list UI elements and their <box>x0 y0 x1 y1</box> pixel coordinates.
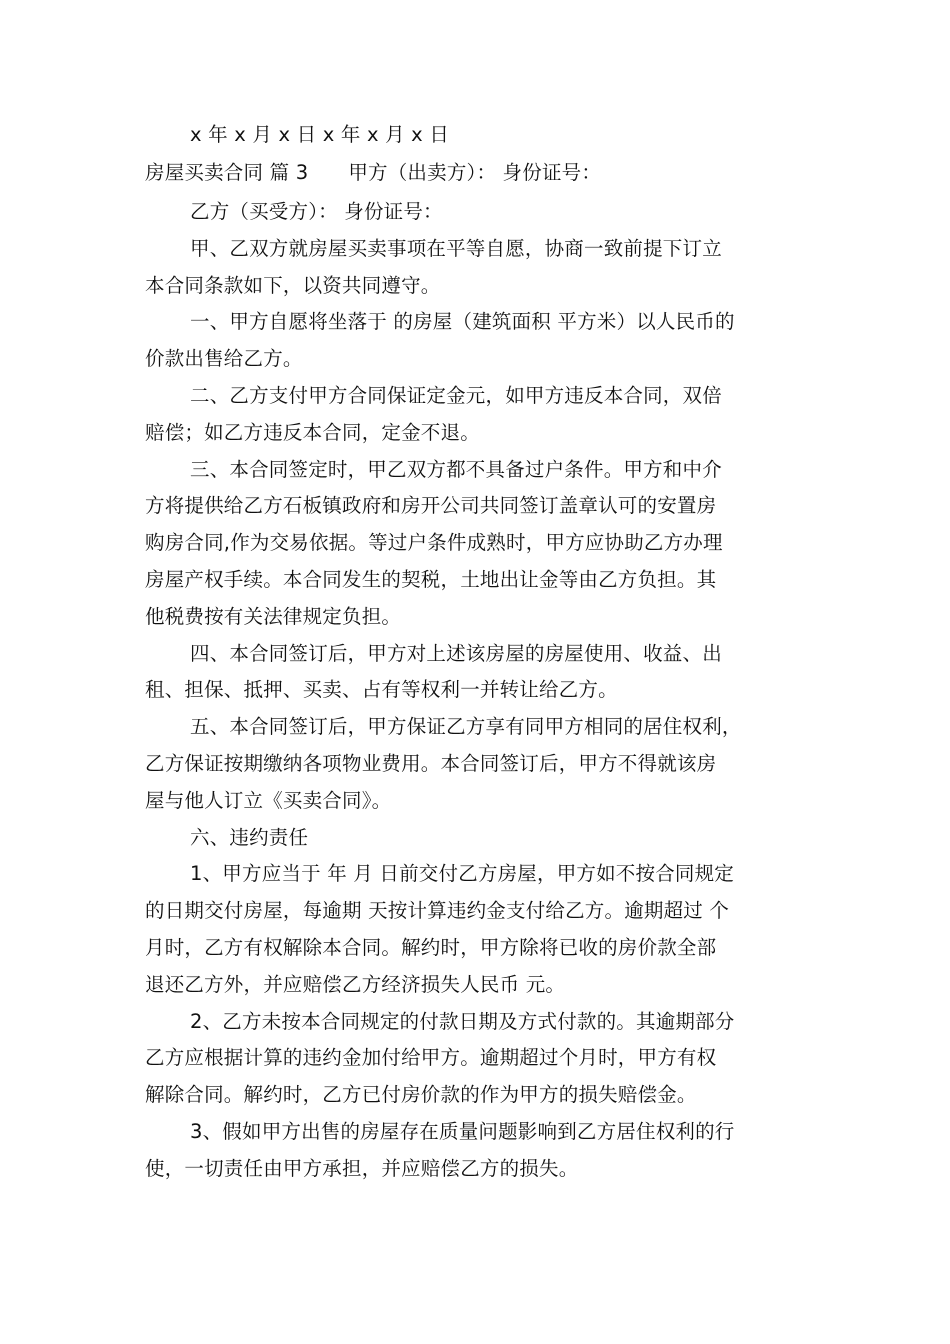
party-a-label: 甲方（出卖方）： 身份证号： <box>348 161 602 184</box>
clause-5-line: 屋与他人订立《买卖合同》。 <box>145 789 392 812</box>
clause-4-line: 租、担保、抵押、买卖、占有等权利一并转让给乙方。 <box>145 678 618 701</box>
document-title: 房屋买卖合同 篇 3 <box>145 161 309 184</box>
section-heading: 六、违约责任 <box>190 826 309 849</box>
clause-4-line: 四、本合同签订后，甲方对上述该房屋的房屋使用、收益、出 <box>190 642 722 665</box>
date-line: x 年 x 月 x 日 x 年 x 月 x 日 <box>190 123 450 146</box>
clause-3-line: 他税费按有关法律规定负担。 <box>145 605 402 628</box>
liability-2-line: 乙方应根据计算的违约金加付给甲方。逾期超过个月时，甲方有权 <box>145 1046 717 1069</box>
clause-5-line: 乙方保证按期缴纳各项物业费用。本合同签订后，甲方不得就该房 <box>145 752 717 775</box>
liability-2-line: 解除合同。解约时，乙方已付房价款的作为甲方的损失赔偿金。 <box>145 1083 697 1106</box>
liability-1-line: 退还乙方外，并应赔偿乙方经济损失人民币 元。 <box>145 973 566 996</box>
clause-2-line: 二、乙方支付甲方合同保证定金元，如甲方违反本合同，双倍 <box>190 384 722 407</box>
clause-3-line: 方将提供给乙方石板镇政府和房开公司共同签订盖章认可的安置房 <box>145 494 717 517</box>
clause-3-line: 房屋产权手续。本合同发生的契税，土地出让金等由乙方负担。其 <box>145 568 717 591</box>
liability-3-line: 使，一切责任由甲方承担，并应赔偿乙方的损失。 <box>145 1157 579 1180</box>
heading-line <box>145 158 825 188</box>
clause-2-line: 赔偿；如乙方违反本合同，定金不退。 <box>145 421 480 444</box>
liability-1-line: 月时，乙方有权解除本合同。解约时，甲方除将已收的房价款全部 <box>145 936 717 959</box>
clause-5-line: 五、本合同签订后，甲方保证乙方享有同甲方相同的居住权利， <box>190 715 742 738</box>
clause-3-line: 三、本合同签定时，甲乙双方都不具备过户条件。甲方和中介 <box>190 458 722 481</box>
liability-1-line: 1、甲方应当于 年 月 日前交付乙方房屋，甲方如不按合同规定 <box>190 862 735 885</box>
liability-2-line: 2、乙方未按本合同规定的付款日期及方式付款的。其逾期部分 <box>190 1010 735 1033</box>
clause-1-line: 价款出售给乙方。 <box>145 347 303 370</box>
party-b-label: 乙方（买受方）： 身份证号： <box>190 200 443 223</box>
clause-3-line: 购房合同,作为交易依据。等过户条件成熟时，甲方应协助乙方办理 <box>145 531 723 554</box>
paragraph-line: 本合同条款如下，以资共同遵守。 <box>145 274 441 297</box>
clause-1-line: 一、甲方自愿将坐落于 的房屋（建筑面积 平方米）以人民币的 <box>190 310 735 333</box>
liability-3-line: 3、假如甲方出售的房屋存在质量问题影响到乙方居住权利的行 <box>190 1120 735 1143</box>
liability-1-line: 的日期交付房屋，每逾期 天按计算违约金支付给乙方。逾期超过 个 <box>145 899 730 922</box>
paragraph-line: 甲、乙双方就房屋买卖事项在平等自愿，协商一致前提下订立 <box>190 237 722 260</box>
